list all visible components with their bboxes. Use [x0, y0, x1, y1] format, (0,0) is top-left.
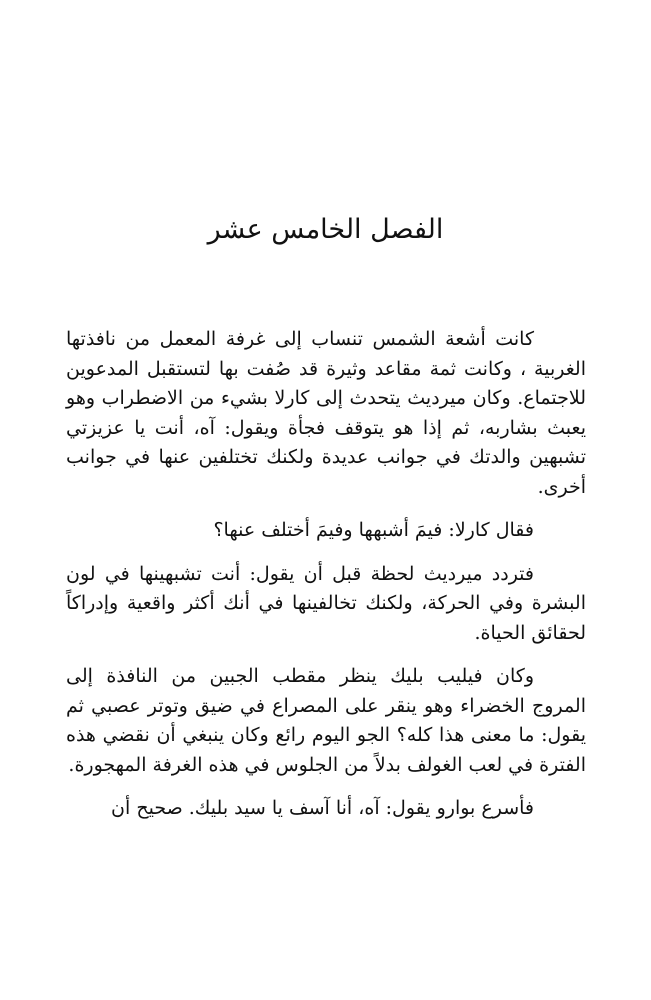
chapter-body — [66, 325, 586, 838]
paragraph: وكان فيليب بليك ينظر مقطب الجبين من النافذة إلى المروج الخضراء وهو ينقر على المصراع في ضيق وتوتر عصبي ثم يقول: ما معنى هذا كله؟ الجو اليوم رائع وكان ينبغي أن نقضي هذه الفترة في لعب الغولف بدلاً من الجلوس في هذه الغرفة المهجورة. — [66, 665, 586, 776]
paragraph: فأسرع بوارو يقول: آه، أنا آسف يا سيد بليك. صحيح أن — [111, 797, 534, 819]
paragraph: فقال كارلا: فيمَ أشبهها وفيمَ أختلف عنها؟ — [213, 519, 534, 541]
paragraph: كانت أشعة الشمس تنساب إلى غرفة المعمل من نافذتها الغربية ، وكانت ثمة مقاعد وثيرة قد صُفت بها لتستقبل المدعوين للاجتماع. وكان ميرديث يتحدث إلى كارلا بشيء من الاضطراب وهو يعبث بشاربه، ثم إذا هو يتوقف فجأة ويقول: آه، أنت يا عزيزتي تشبهين والدتك في جوانب عديدة ولكنك تختلفين عنها في جوانب أخرى. — [66, 328, 586, 498]
chapter-title: الفصل الخامس عشر — [207, 214, 444, 245]
paragraph: فتردد ميرديث لحظة قبل أن يقول: أنت تشبهينها في لون البشرة وفي الحركة، ولكنك تخالفينها في أنك أكثر واقعية وإدراكاً لحقائق الحياة. — [66, 562, 586, 644]
